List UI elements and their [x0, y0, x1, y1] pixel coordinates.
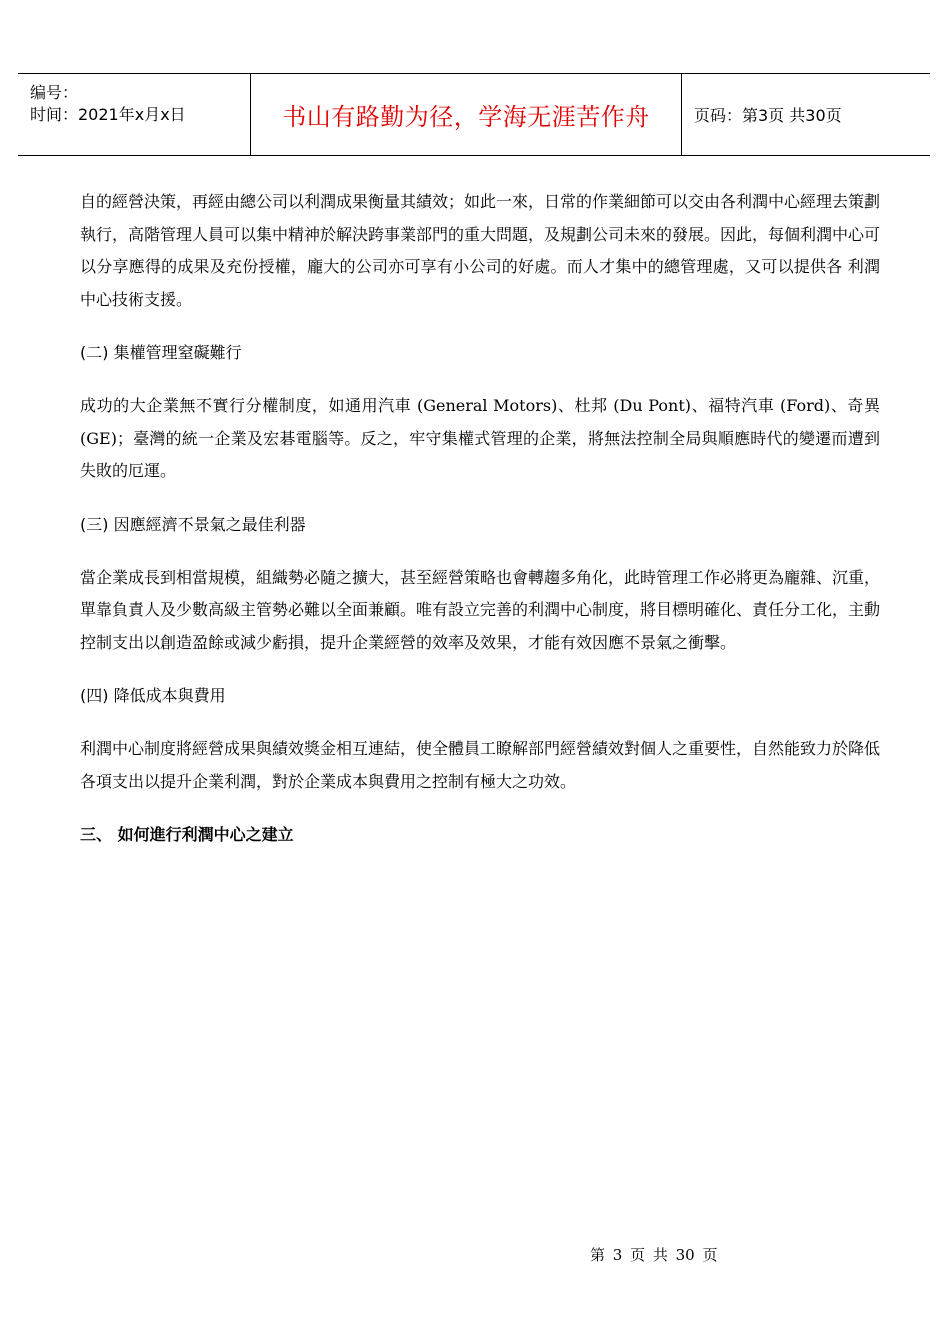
subheading-2: (二) 集權管理窒礙難行 [80, 343, 242, 362]
paragraph-3: 當企業成長到相當規模，組織勢必隨之擴大，甚至經營策略也會轉趨多角化，此時管理工作必將更為龐雜、沉重，單靠負責人及少數高級主管勢必難以全面兼顧。唯有設立完善的利潤中心制度，將目標明確化、責任分工化，主動控制支出以創造盈餘或減少虧損，提升企業經營的效率及效果，才能有效因應不景氣之衝擊。 [80, 567, 881, 652]
paragraph-4: 利潤中心制度將經營成果與績效獎金相互連結，使全體員工瞭解部門經營績效對個人之重要性，自然能致力於降低各項支出以提升企業利潤，對於企業成本與費用之控制有極大之功效。 [80, 739, 881, 791]
document-body [80, 186, 880, 851]
subheading-4: (四) 降低成本與費用 [80, 686, 226, 705]
page-footer: 第 3 页 共 30 页 [590, 1246, 718, 1264]
subheading-3: (三) 因應經濟不景氣之最佳利器 [80, 514, 306, 534]
section-heading-3: 三、 如何進行利潤中心之建立 [80, 825, 294, 844]
header-page-label: 页码：第3页 共30页 [694, 106, 842, 125]
page-header [18, 73, 930, 156]
paragraph-1: 自的經營決策，再經由總公司以利潤成果衡量其績效；如此一來，日常的作業細節可以交由各利潤中心經理去策劃執行，高階管理人員可以集中精神於解決跨事業部門的重大問題，及規劃公司未來的發展。因此，每個利潤中心可以分享應得的成果及充份授權，龐大的公司亦可享有小公司的好處。而人才集中的總管理處，又可以提供各 利潤中心技術支援。 [80, 192, 881, 309]
header-motto: 书山有路勤为径，学海无涯苦作舟 [251, 74, 682, 155]
document-number-label: 编号： [30, 83, 79, 102]
paragraph-2: 成功的大企業無不實行分權制度，如通用汽車 (General Motors)、杜邦 (Du Pont)、福特汽車 (Ford)、奇異 (GE)；臺灣的統一企業及宏碁電腦等。反之，牢守集權式管理的企業，將無法控制全局與順應時代的變遷而遭到失敗的厄運。 [80, 396, 880, 480]
header-meta [18, 74, 251, 155]
document-time-label: 时间：2021年x月x日 [30, 105, 186, 124]
